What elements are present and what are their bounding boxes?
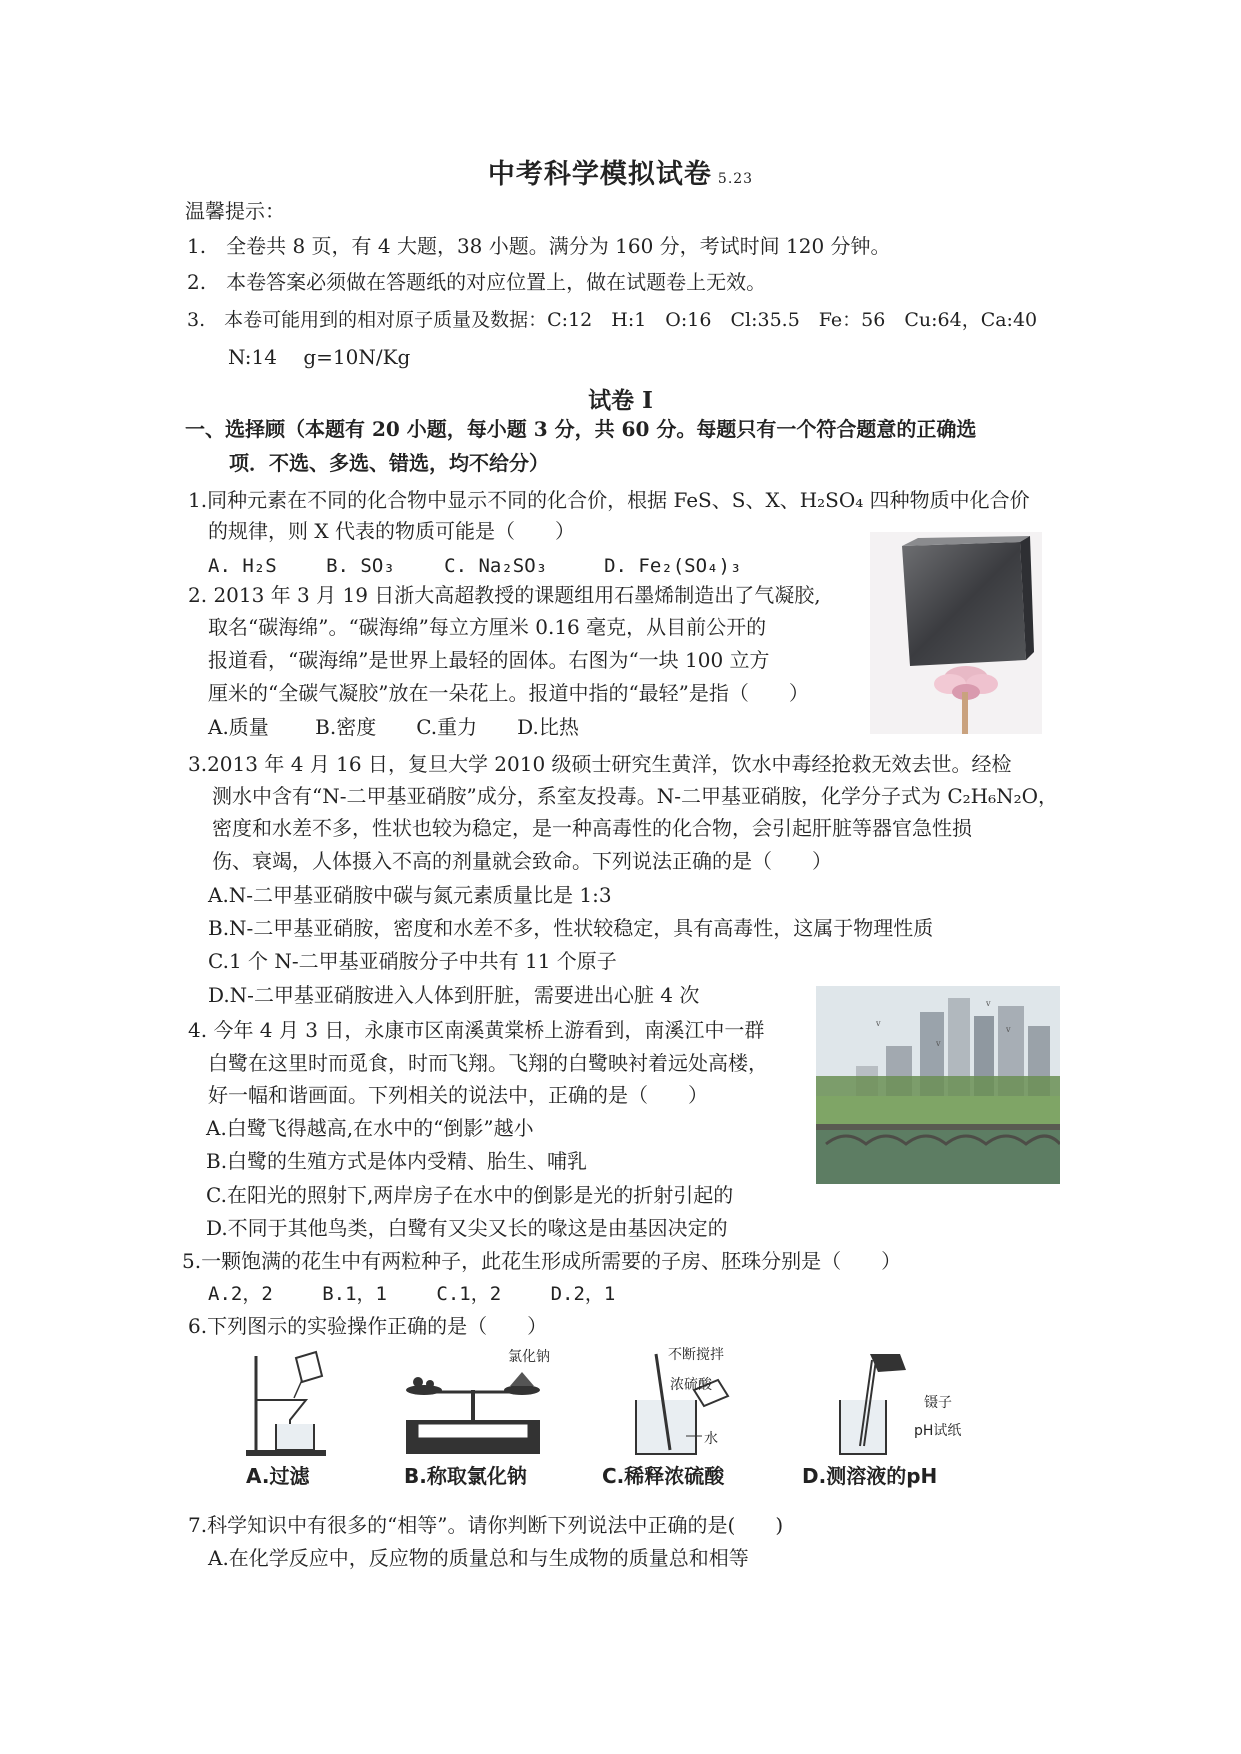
label-acid: 浓硫酸 (670, 1377, 712, 1393)
q6-caption-c: C.稀释浓硫酸 (602, 1464, 725, 1488)
label-stir: 不断搅拌 (668, 1347, 724, 1363)
q3-line-3: 密度和水差不多，性状也较为稳定，是一种高毒性的化合物，会引起肝脏等器官急性损 (212, 816, 972, 840)
q6-caption-a: A.过滤 (246, 1464, 310, 1488)
q3-line-4: 伤、衰竭，人体摄入不高的剂量就会致命。下列说法正确的是（ ） (212, 849, 832, 873)
q6-caption-d: D.测溶液的pH (802, 1464, 938, 1488)
tip-1: 1. 全卷共 8 页，有 4 大题，38 小题。满分为 160 分，考试时间 120 分钟。 (187, 234, 891, 258)
q4-option-c: C.在阳光的照射下,两岸房子在水中的倒影是光的折射引起的 (206, 1183, 734, 1207)
q2-options: A.质量 B.密度 C.重力 D.比热 (208, 715, 579, 739)
q3-line-2: 测水中含有“N-二甲基亚硝胺”成分，系室友投毒。N-二甲基亚硝胺，化学分子式为 C₂H₆N₂O， (212, 784, 1059, 808)
q5-line-1: 5.一颗饱满的花生中有两粒种子，此花生形成所需要的子房、胚珠分别是（ ） (182, 1249, 902, 1273)
label-nacl: 氯化钠 (508, 1349, 550, 1365)
egret-city-photo (816, 986, 1060, 1184)
section-heading-2: 项．不选、多选、错选，均不给分） (229, 451, 549, 475)
q2-line-4: 厘米的“全碳气凝胶”放在一朵花上。报道中指的“最轻”是指（ ） (208, 681, 809, 705)
page-title (0, 152, 1241, 191)
svg-text:v: v (1006, 1025, 1011, 1034)
label-ph-paper: pH试纸 (914, 1423, 962, 1439)
label-water: 水 (704, 1431, 718, 1447)
paper-label: 试卷 Ⅰ (588, 387, 653, 414)
svg-text:v: v (876, 1019, 881, 1028)
q4-line-2: 白鹭在这里时而觅食，时而飞翔。飞翔的白鹭映衬着远处高楼， (208, 1051, 768, 1075)
tip-3: 3. 本卷可能用到的相对原子质量及数据：C:12 H:1 O:16 Cl:35.5 Fe：56 Cu:64，Ca:40 (187, 309, 1038, 331)
q1-options: A. H₂S B. SO₃ C. Na₂SO₃ D. Fe₂(SO₄)₃ (208, 555, 742, 577)
tip-3-cont: N:14 g=10N/Kg (228, 345, 411, 369)
q3-option-a: A.N-二甲基亚硝胺中碳与氮元素质量比是 1:3 (208, 883, 612, 907)
q3-option-d: D.N-二甲基亚硝胺进入人体到肝脏，需要进出心脏 4 次 (208, 983, 700, 1007)
q6-line-1: 6.下列图示的实验操作正确的是（ ） (188, 1314, 548, 1338)
title-date: 5.23 (717, 171, 754, 187)
tips-label: 温馨提示： (185, 199, 285, 223)
q4-option-b: B.白鹭的生殖方式是体内受精、胎生、哺乳 (206, 1149, 588, 1173)
q7-line-1: 7.科学知识中有很多的“相等”。请你判断下列说法中正确的是( ) (188, 1513, 784, 1537)
q1-line-1: 1.同种元素在不同的化合物中显示不同的化合价，根据 FeS、S、X、H₂SO₄ 四种物质中化合价 (188, 488, 1030, 512)
filtration-diagram (240, 1350, 360, 1460)
carbon-aerogel-photo (870, 532, 1042, 734)
q2-line-2: 取名“碳海绵”。“碳海绵”每立方厘米 0.16 毫克，从目前公开的 (208, 615, 767, 639)
q2-line-3: 报道看，“碳海绵”是世界上最轻的固体。右图为“一块 100 立方 (208, 648, 770, 672)
title-text: 中考科学模拟试卷 (487, 159, 712, 190)
balance-diagram (398, 1360, 548, 1460)
q1-line-2: 的规律，则 X 代表的物质可能是（ ） (208, 519, 575, 543)
q7-option-a: A.在化学反应中，反应物的质量总和与生成物的质量总和相等 (208, 1546, 749, 1570)
q3-option-b: B.N-二甲基亚硝胺，密度和水差不多，性状较稳定，具有高毒性，这属于物理性质 (208, 916, 934, 940)
section-heading-1: 一、选择顾（本题有 20 小题，每小题 3 分，共 60 分。每题只有一个符合题意的正确选 (185, 417, 977, 441)
svg-text:v: v (936, 1039, 941, 1048)
q4-line-3: 好一幅和谐画面。下列相关的说法中，正确的是（ ） (208, 1083, 708, 1107)
q3-option-c: C.1 个 N-二甲基亚硝胺分子中共有 11 个原子 (208, 949, 617, 973)
svg-text:v: v (986, 999, 991, 1008)
q4-option-a: A.白鹭飞得越高,在水中的“倒影”越小 (206, 1116, 534, 1140)
q6-caption-b: B.称取氯化钠 (404, 1464, 527, 1488)
dilution-diagram (626, 1350, 746, 1460)
q4-option-d: D.不同于其他鸟类，白鹭有又尖又长的喙这是由基因决定的 (206, 1216, 728, 1240)
q4-line-1: 4. 今年 4 月 3 日，永康市区南溪黄棠桥上游看到，南溪江中一群 (188, 1018, 765, 1042)
q3-line-1: 3.2013 年 4 月 16 日，复旦大学 2010 级硕士研究生黄洋，饮水中毒经抢救无效去世。经检 (188, 752, 1012, 776)
label-tweezers: 镊子 (924, 1395, 952, 1411)
q5-options: A.2，2 B.1，1 C.1，2 D.2，1 (208, 1283, 616, 1305)
tip-2: 2. 本卷答案必须做在答题纸的对应位置上，做在试题卷上无效。 (187, 270, 767, 294)
q2-line-1: 2. 2013 年 3 月 19 日浙大高超教授的课题组用石墨烯制造出了气凝胶, (188, 583, 821, 607)
